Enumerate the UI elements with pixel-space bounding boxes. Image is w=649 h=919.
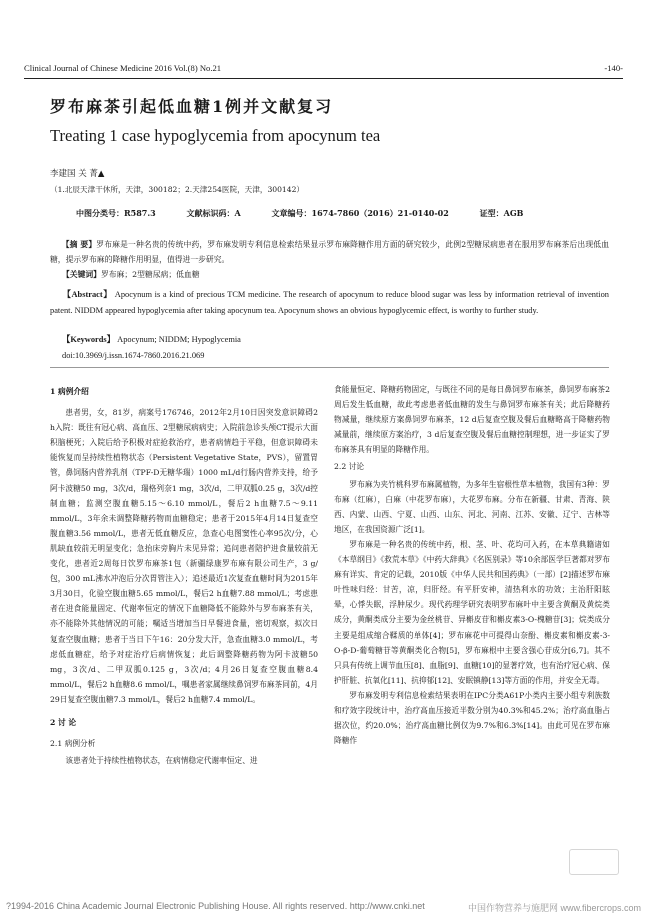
clc-number: 中图分类号：R587.3 (76, 208, 156, 218)
keywords-english (62, 333, 609, 348)
analysis-paragraph: 该患者处于持续性植物状态，在病情稳定代谢率恒定、进 (65, 756, 258, 766)
abstract-english (50, 287, 609, 318)
page-number: -140- (604, 63, 623, 73)
title-chinese: 罗布麻茶引起低血糖1例并文献复习 (50, 97, 334, 116)
abstract-cn-tag: 【摘 要】 (61, 240, 97, 249)
keywords-en-text: Apocynum; NIDDM; Hypoglycemia (117, 335, 241, 344)
abstract-en-tag: 【Abstract】 (62, 290, 113, 299)
title-english: Treating 1 case hypoglycemia from apocynum tea (50, 126, 381, 145)
syndrome-type: 证型：AGB (479, 208, 524, 218)
article-number: 文章编号：1674-7860（2016）21-0140-02 (271, 208, 449, 218)
running-header (24, 63, 623, 75)
keywords-chinese (62, 268, 609, 283)
doi: doi:10.3969/j.issn.1674-7860.2016.21.069 (62, 351, 205, 360)
watermark-logo (569, 849, 619, 875)
page-footer (0, 896, 649, 919)
discussion-paragraph-2: 罗布麻是一种名贵的传统中药，根、茎、叶、花均可入药，在本草典籍诸如《本草纲目》《救荒本草》《中药大辞典》《名医别录》等10余部医学巨著都对罗布麻有详实、肯定的记载，2010版《中华人民共和国药典》（一部）[2]描述罗布麻叶性味归经：甘苦，凉，归肝经。有平肝安神，清热利水的功效；主治肝阳眩晕，心悸失眠，浮肿尿少。现代药理学研究表明罗布麻叶中主要含黄酮及黄烷类成分，黄酮类成分主要为金丝桃苷、异槲皮苷和槲皮素3-O-槐糖苷[3]；烷类成分主要是组成缩合鞣质的单体[4]；罗布麻花中可提得山奈酚、槲皮素和槲皮素-3-O-β-D-葡萄糖苷等黄酮类化合物[5]，罗布麻根中主要含强心苷成分[6,7]。其不只具有传统上调节血压[8]、血脂[9]、血糖[10]的显著疗效，也有治疗冠心病、保护肝脏、抗氧化[11]、抗抑郁[12]、安眠镇静[13]等方面的作用，并安全无毒。 (334, 539, 610, 685)
case-paragraph: 患者男，女，81岁，病案号176746，2012年2月10日因突发意识障碍2 h入院：既往有冠心病、高血压、2型糖尿病病史；入院前急诊头颅CT提示大面积脑梗死；入院后给予积极对症抢救治疗，患者病情趋于平稳，但意识障碍未能恢复而呈持续性植物状态（Persistent Vegetative State，PVS），留置胃管，鼻饲肠内营养乳剂（TPF-D无糖华瑞）1000 mL/d行肠内营养支持，给予阿卡波糖50 mg，3次/d，瑞格列奈1 mg，3次/d，二甲双胍0.25 g，3次/d控制血糖；监测空腹血糖5.15～6.10 mmol/L，餐后2 h血糖7.5～9.11 mmol/L，3年余未调整降糖药物而血糖稳定；患者于2015年4月14日复查空腹血糖3.56 mmol/L，患者无低血糖反应，急查心电图窦性心率95次/分，心肌缺血较前无明显变化；急抬床旁胸片未见异常；追问患者陪护进食量较前无变化，患者近2周每日饮罗布麻茶1包（新疆绿康罗布麻有限公司生产，3 g/包，300 mL沸水冲泡后分次胃管注入）；追述最近1次复查血糖时间为2015年3月30日，化验空腹血糖5.65 mmol/L，餐后2 h血糖7.88 mmol/L；考虑患者在进食能量固定、代谢率恒定的情况下血糖降低不能除外与罗布麻茶有关，亦不能除外其他情况的可能；嘱适当增加当日早餐进食量，密切观察，拟次日复查空腹血糖；患者于当日下午16：20分发大汗，急查血糖3.0 mmol/L，考虑低血糖症，给予对症治疗后病情恢复；此后调整降糖药物为阿卡波糖50 mg，3次/d、二甲双胍0.125 g，3次/d；4月26日复查空腹血糖8.4 mmol/L，餐后2 h血糖8.6 mmol/L，嘱患者家属继续鼻饲罗布麻茶同前，4月29日复查空腹血糖7.3 mmol/L，餐后2 h血糖7.4 mmol/L。 (50, 408, 318, 704)
abstract-rule (50, 367, 609, 368)
watermark-text: 中国作物营养与施肥网 www.fibercrops.com (467, 903, 641, 913)
discussion-paragraph-1: 罗布麻为夹竹桃科罗布麻属植物，为多年生宿根性草本植物，我国有3种：罗布麻（红麻），白麻（中花罗布麻），大花罗布麻。分布在新疆、甘肃、青海、陕西、内蒙、山西、宁夏、山西、山东、河北、河南、江苏、安徽、辽宁、吉林等地区，在我国资源广泛[1]。 (334, 479, 610, 534)
keywords-cn-tag: 【关键词】 (62, 270, 101, 279)
discussion-paragraph-3: 罗布麻发明专利信息检索结果表明在IPC分类A61P小类内主要小组专利族数和疗效字段统计中，治疗高血压接近半数分别为40.3%和45.2%；治疗高血脂占据次位，约20.0%；治疗高血糖比例仅为9.7%和6.3%[14]。由此可见在罗布麻降糖作 (334, 690, 610, 746)
abstract-chinese (50, 238, 609, 267)
subsection-heading-discussion: 2.2 讨论 (334, 462, 365, 472)
abstract-en-text: Apocynum is a kind of precious TCM medicine. The research of apocynum to reduce blood sugar was less by information retrieval of invention patent. NIDDM appeared hypoglycemia after taking apocynum tea. Apocynum shows an obvious hypoglycemic effect, is worthy to further study. (50, 290, 609, 315)
document-code: 文献标识码：A (186, 208, 241, 218)
analysis-continued: 食能量恒定、降糖药物固定，与既往不同的是每日鼻饲罗布麻茶，鼻饲罗布麻茶2周后发生低血糖，故此考虑患者低血糖的发生与鼻饲罗布麻茶有关；此后降糖药物减量，继续原方案鼻饲罗布麻茶，12 d后复查空腹及餐后血糖略高于降糖药物减量前，继续原方案治疗，3 d后复查空腹及餐后血糖控制理想，进一步证实了罗布麻茶具有明显的降糖作用。 (334, 385, 610, 455)
right-column (334, 382, 610, 748)
header-rule (24, 78, 623, 79)
subsection-heading-analysis: 2.1 病例分析 (50, 739, 96, 749)
section-heading-discussion: 2 讨 论 (50, 717, 77, 727)
copyright-notice: ?1994-2016 China Academic Journal Electronic Publishing House. All rights reserved. http://www.cnki.net (6, 901, 425, 911)
keywords-en-tag: 【Keywords】 (62, 335, 116, 344)
article-metadata (76, 208, 551, 219)
affiliation: （1.北辰天津干休所，天津，300182；2.天津254医院，天津，300142） (50, 185, 305, 194)
journal-citation: Clinical Journal of Chinese Medicine 2016 Vol.(8) No.21 (24, 63, 222, 73)
author-list: 李建国 关 菁▲ (50, 169, 105, 179)
keywords-cn-text: 罗布麻；2型糖尿病；低血糖 (100, 270, 200, 279)
section-heading-case: 1 病例介绍 (50, 387, 89, 396)
abstract-cn-text: 罗布麻是一种名贵的传统中药，罗布麻发明专利信息检索结果显示罗布麻降糖作用方面的研究较少，此例2型糖尿病患者在服用罗布麻茶后出现低血糖，提示罗布麻的降糖作用明显，值得进一步研究。 (50, 240, 609, 264)
left-column (50, 382, 318, 768)
